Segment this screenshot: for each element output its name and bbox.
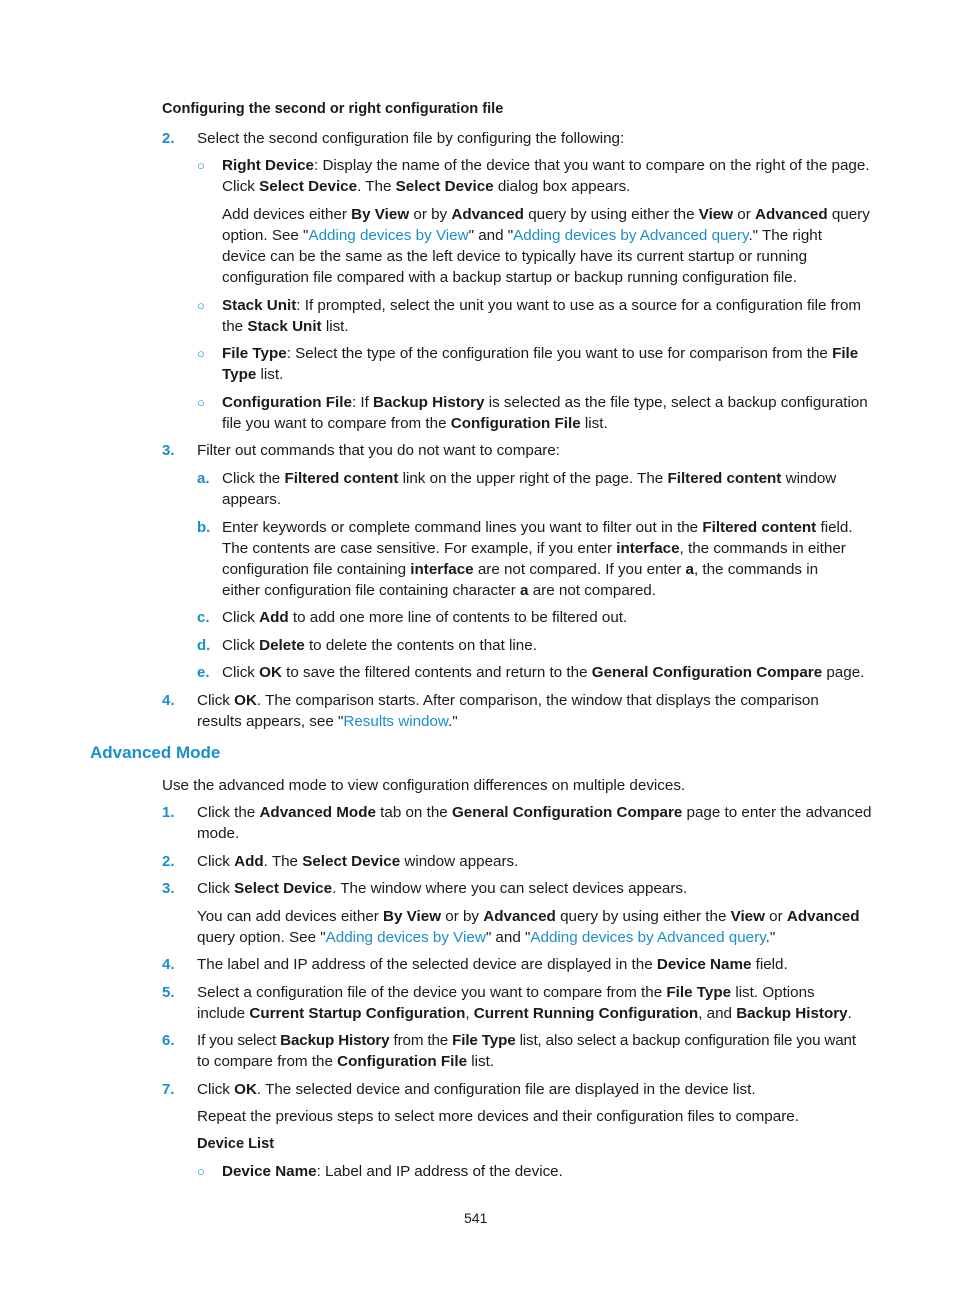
substep-text: configuration file containing interface are not compared. If you enter a, the commands in: [222, 561, 819, 578]
substep-text: The contents are case sensitive. For example, if you enter interface, the commands in either: [222, 540, 846, 557]
substep-text: Click OK to save the filtered contents and return to the General Configuration Compare page.: [222, 664, 865, 681]
right-device-note: configuration file compared with a backup startup or backup running configuration file.: [222, 269, 797, 286]
bullet-circle-icon: ○: [197, 346, 205, 361]
step-text: Select a configuration file of the device you want to compare from the File Type list. Options: [197, 984, 815, 1001]
step-note: Repeat the previous steps to select more devices and their configuration files to compare.: [197, 1108, 799, 1125]
intro-paragraph: Use the advanced mode to view configuration differences on multiple devices.: [162, 777, 686, 794]
substep-letter: c.: [197, 609, 210, 626]
link-results-window[interactable]: Results window: [343, 713, 449, 730]
right-device-line: Right Device: Display the name of the device that you want to compare on the right of the page.: [222, 157, 870, 174]
substep-text: either configuration file containing character a are not compared.: [222, 582, 656, 599]
device-name-line: Device Name: Label and IP address of the device.: [222, 1163, 563, 1180]
link-adding-devices-by-view[interactable]: Adding devices by View: [308, 227, 469, 244]
step-text: Click Add. The Select Device window appears.: [197, 853, 519, 870]
step-text: Click Select Device. The window where you can select devices appears.: [197, 880, 688, 897]
step-number: 2.: [162, 130, 175, 147]
configuration-file-line: file you want to compare from the Configuration File list.: [222, 415, 608, 432]
step-text: The label and IP address of the selected device are displayed in the Device Name field.: [197, 956, 788, 973]
subheading-right-config: Configuring the second or right configuration file: [162, 101, 504, 117]
stack-unit-line: Stack Unit: If prompted, select the unit you want to use as a source for a configuration file from: [222, 297, 862, 314]
page-number: 541: [464, 1210, 488, 1226]
step-number: 6.: [162, 1032, 175, 1049]
substep-letter: e.: [197, 664, 210, 681]
file-type-line: Type list.: [222, 366, 284, 383]
link-adding-devices-by-advanced-query[interactable]: Adding devices by Advanced query: [513, 227, 749, 244]
bullet-circle-icon: ○: [197, 395, 205, 410]
step-number: 1.: [162, 804, 175, 821]
step-number: 2.: [162, 853, 175, 870]
substep-letter: d.: [197, 637, 211, 654]
step-text: Select the second configuration file by configuring the following:: [197, 130, 625, 147]
right-device-line: Click Select Device. The Select Device dialog box appears.: [222, 178, 631, 195]
step-text: Click OK. The selected device and configuration file are displayed in the device list.: [197, 1081, 756, 1098]
stack-unit-line: the Stack Unit list.: [222, 318, 349, 335]
step-number: 7.: [162, 1081, 175, 1098]
step-text: to compare from the Configuration File list.: [197, 1053, 495, 1070]
step-number: 3.: [162, 442, 175, 459]
step-number: 5.: [162, 984, 175, 1001]
step-text: include Current Startup Configuration, Current Running Configuration, and Backup History.: [197, 1005, 852, 1022]
right-device-note: Add devices either By View or by Advanced query by using either the View or Advanced query: [222, 206, 870, 223]
bullet-circle-icon: ○: [197, 1164, 205, 1179]
step-text: results appears, see "Results window.": [197, 713, 458, 730]
substep-text: Click the Filtered content link on the upper right of the page. The Filtered content window: [222, 470, 837, 487]
step-text: mode.: [197, 825, 240, 842]
substep-letter: b.: [197, 519, 211, 536]
right-device-note: option. See "Adding devices by View" and "Adding devices by Advanced query." The right: [222, 227, 822, 244]
step-number: 4.: [162, 692, 175, 709]
step-text: If you select Backup History from the File Type list, also select a backup configuration file you want: [197, 1032, 856, 1049]
bullet-circle-icon: ○: [197, 298, 205, 313]
step-number: 3.: [162, 880, 175, 897]
section-heading-advanced-mode: Advanced Mode: [90, 743, 221, 762]
substep-letter: a.: [197, 470, 210, 487]
bullet-circle-icon: ○: [197, 158, 205, 173]
link-adding-devices-by-view[interactable]: Adding devices by View: [325, 929, 486, 946]
step-note: You can add devices either By View or by Advanced query by using either the View or Advanced: [197, 908, 860, 925]
step-text: Filter out commands that you do not want to compare:: [197, 442, 560, 459]
step-note: query option. See "Adding devices by View" and "Adding devices by Advanced query.": [197, 929, 776, 946]
step-text: Click OK. The comparison starts. After comparison, the window that displays the comparison: [197, 692, 819, 709]
configuration-file-line: Configuration File: If Backup History is selected as the file type, select a backup configuration: [222, 394, 868, 411]
file-type-line: File Type: Select the type of the configuration file you want to use for comparison from the File: [222, 345, 859, 362]
link-adding-devices-by-advanced-query[interactable]: Adding devices by Advanced query: [530, 929, 766, 946]
substep-text: Click Delete to delete the contents on that line.: [222, 637, 537, 654]
substep-text: appears.: [222, 491, 282, 508]
step-text: Click the Advanced Mode tab on the General Configuration Compare page to enter the advanced: [197, 804, 872, 821]
right-device-note: device can be the same as the left device to typically have its current startup or running: [222, 248, 808, 265]
substep-text: Enter keywords or complete command lines you want to filter out in the Filtered content field.: [222, 519, 853, 536]
subheading-device-list: Device List: [197, 1136, 275, 1152]
substep-text: Click Add to add one more line of contents to be filtered out.: [222, 609, 628, 626]
step-number: 4.: [162, 956, 175, 973]
